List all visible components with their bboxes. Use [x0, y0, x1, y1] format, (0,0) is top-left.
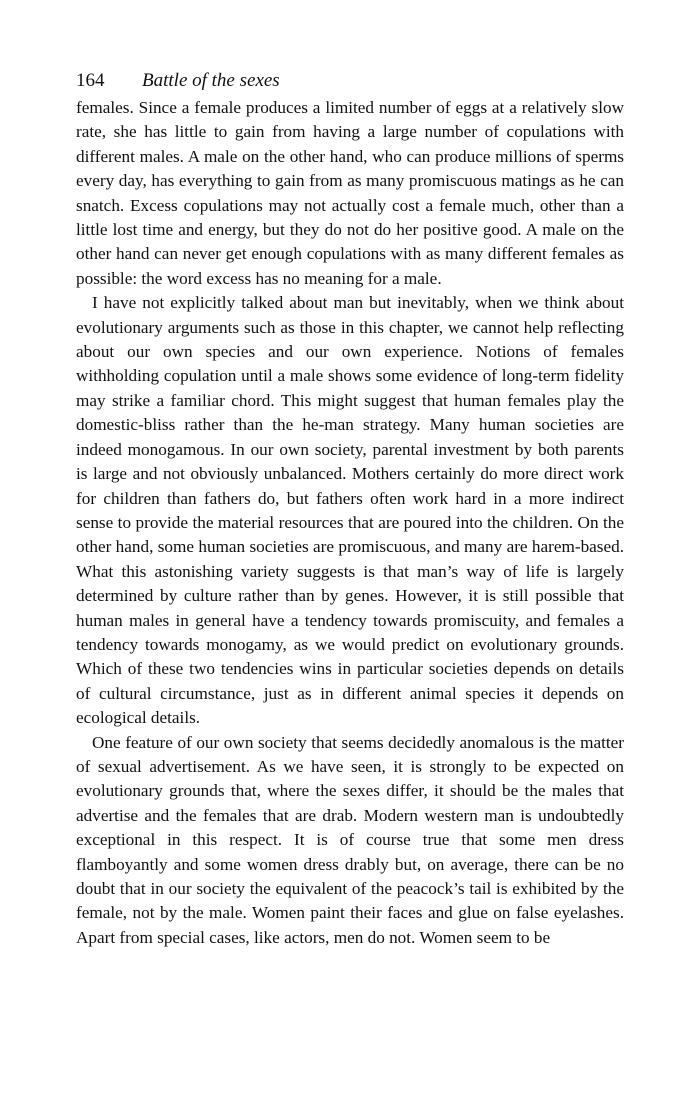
- running-header: [76, 66, 624, 96]
- paragraph-sexual-advertisement: One feature of our own society that seems decidedly anomalous is the matter of sexual advertisement. As we have seen, it is strongly to be expected on evolutionary grounds that, where the sexes differ, it should be the males that advertise and the females that are drab. Modern western man is undoubtedly exceptional in this respect. It is of course true that some men dress flamboyantly and some women dress drably but, on average, there can be no doubt that in our society the equivalent of the peacock’s tail is exhibited by the female, not by the male. Women paint their faces and glue on false eyelashes. Apart from special cases, like actors, men do not. Women seem to be: [76, 732, 624, 947]
- page-number: 164: [76, 70, 105, 91]
- book-page: [76, 66, 624, 950]
- running-title: Battle of the sexes: [142, 70, 280, 91]
- paragraph-continued: females. Since a female produces a limited number of eggs at a relatively slow rate, she has little to gain from having a large number of copulations with different males. A male on the other hand, who can produce millions of sperms every day, has everything to gain from as many promiscuous matings as he can snatch. Excess copulations may not actually cost a female much, other than a little lost time and energy, but they do not do her positive good. A male on the other hand can never get enough copulations with as many different females as possible: the word excess has no meaning for a male.: [76, 98, 624, 288]
- paragraph-man-evolution: I have not explicitly talked about man but inevitably, when we think about evolutionary arguments such as those in this chapter, we cannot help reflecting about our own species and our own experience. Notions of females withholding copulation until a male shows some evidence of long-term fidelity may strike a familiar chord. This might suggest that human females play the domestic-bliss rather than the he-man strategy. Many human societies are indeed monogamous. In our own society, parental investment by both parents is large and not obviously unbalanced. Mothers certainly do more direct work for children than fathers do, but fathers often work hard in a more indirect sense to provide the material resources that are poured into the children. On the other hand, some human societies are promiscuous, and many are harem-based. What this astonishing variety suggests is that man’s way of life is largely determined by culture rather than by genes. However, it is still possible that human males in general have a tendency towards promiscuity, and females a tendency towards monogamy, as we would predict on evolutionary grounds. Which of these two tendencies wins in particular societies depends on details of cultural circumstance, just as in different animal species it depends on ecological details.: [76, 293, 624, 728]
- body-text: [76, 96, 624, 950]
